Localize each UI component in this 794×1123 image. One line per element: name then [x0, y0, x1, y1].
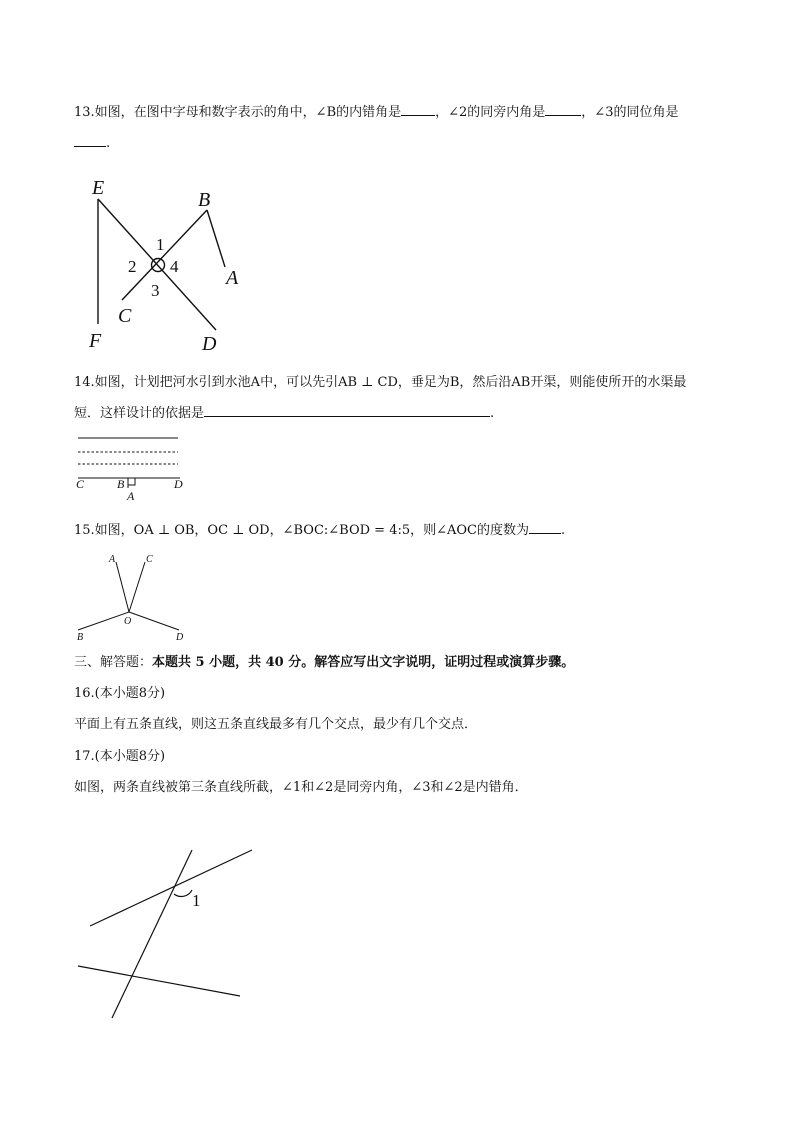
- q13-label-C: C: [118, 305, 132, 327]
- q13-text-end: .: [106, 136, 111, 151]
- q15-figure: [74, 550, 194, 645]
- q14-text-end: .: [490, 406, 495, 421]
- q13-label-D: D: [202, 333, 217, 355]
- section3-heading-bold: 本题共 5 小题，共 40 分。解答应写出文字说明，证明过程或演算步骤。: [152, 655, 575, 670]
- q13-text: [74, 103, 678, 122]
- q13-text-c: ，∠3的同位角是: [581, 105, 679, 120]
- q15-label-O: O: [124, 616, 132, 627]
- q14-text-line2: [74, 404, 494, 423]
- q15-blank[interactable]: [529, 521, 561, 534]
- q14-text-line1: 14.如图，计划把河水引到水池A中，可以先引AB ⊥ CD，垂足为B，然后沿AB开渠，则能使所开的水渠最: [74, 375, 687, 390]
- q13-label-A: A: [226, 267, 239, 289]
- q14-blank[interactable]: [204, 404, 490, 417]
- q14-figure: [74, 432, 194, 507]
- q13-figure: [80, 172, 260, 357]
- q15-ray-oa: [116, 562, 129, 612]
- q15-ray-ob: [78, 612, 132, 630]
- q14-label-A: A: [127, 489, 135, 503]
- q17-angle-1-label: 1: [192, 891, 201, 910]
- q15-ray-od: [129, 612, 179, 630]
- q13-blank-3[interactable]: [74, 134, 106, 147]
- q13-blank-1[interactable]: [401, 103, 435, 116]
- q15-label-B: B: [77, 632, 84, 643]
- q13-angle-2: 2: [128, 257, 137, 276]
- section3-heading-plain: 三、解答题：: [74, 655, 153, 670]
- q17-line-lower: [78, 966, 240, 996]
- q13-angle-1: 1: [156, 235, 165, 254]
- q13-angle-3: 3: [151, 281, 160, 300]
- q13-label-B: B: [198, 189, 211, 211]
- q15-label-C: C: [146, 554, 153, 565]
- q17-line-upper: [90, 850, 252, 926]
- q13-line-bc: [122, 210, 207, 300]
- q13-text-a: 13.如图，在图中字母和数字表示的角中，∠B的内错角是: [74, 105, 402, 120]
- q15-text: [74, 521, 565, 540]
- q13-label-F: F: [89, 330, 102, 352]
- q14-text-line2-a: 短．这样设计的依据是: [74, 406, 205, 421]
- q14-right-angle-mark: [128, 478, 135, 485]
- q17-text: 如图，两条直线被第三条直线所截，∠1和∠2是同旁内角，∠3和∠2是内错角．: [74, 780, 528, 795]
- q17-header: 17.(本小题8分): [74, 749, 166, 764]
- q13-text-line2: [74, 134, 110, 153]
- q14-label-D: D: [174, 477, 183, 491]
- q15-label-D: D: [176, 632, 184, 643]
- q17-transversal: [112, 850, 192, 1018]
- section3-heading: [74, 654, 574, 672]
- q14-label-B: B: [117, 477, 125, 491]
- q16-text: 平面上有五条直线，则这五条直线最多有几个交点，最少有几个交点．: [74, 717, 478, 732]
- q17-angle-1-arc: [174, 890, 192, 897]
- q13-line-ba: [207, 210, 225, 267]
- q13-blank-2[interactable]: [545, 103, 581, 116]
- q14-label-C: C: [76, 477, 85, 491]
- q13-angle-4: 4: [170, 257, 179, 276]
- q16-header: 16.(本小题8分): [74, 686, 166, 701]
- q15-text-end: .: [561, 523, 566, 538]
- q15-label-A: A: [109, 554, 116, 565]
- q13-label-E: E: [92, 177, 105, 199]
- q13-text-b: ，∠2的同旁内角是: [435, 105, 546, 120]
- q15-ray-oc: [129, 562, 145, 612]
- q15-text-main: 15.如图，OA ⊥ OB，OC ⊥ OD，∠BOC:∠BOD = 4:5，则∠AOC的度数为: [74, 523, 530, 538]
- q17-figure: [74, 840, 259, 1025]
